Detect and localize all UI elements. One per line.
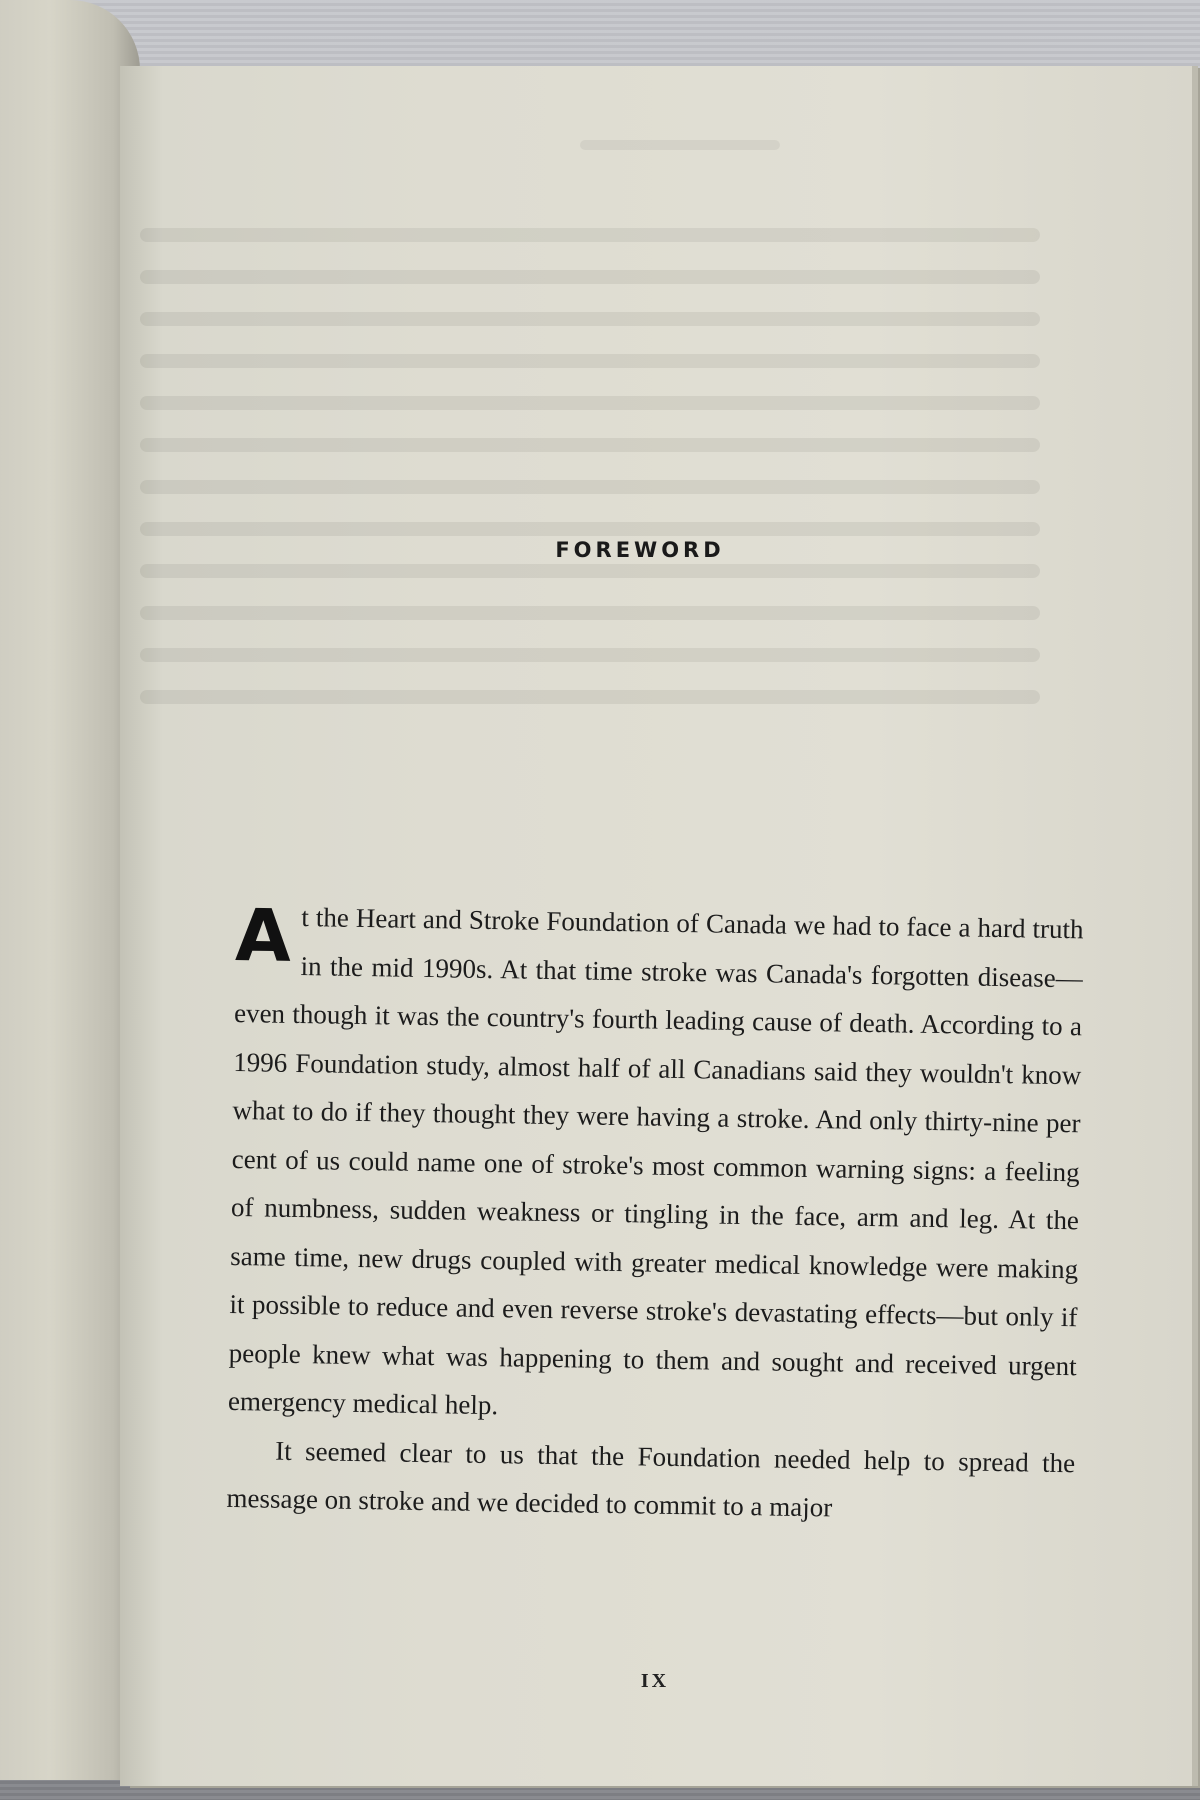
show-through-line bbox=[140, 648, 1040, 662]
show-through-line bbox=[140, 480, 1040, 494]
show-through-line bbox=[140, 270, 1040, 284]
left-page-edge bbox=[0, 0, 140, 1780]
show-through-line bbox=[140, 438, 1040, 452]
page-number: IX bbox=[640, 1670, 670, 1692]
show-through-line bbox=[140, 396, 1040, 410]
chapter-heading: FOREWORD bbox=[555, 538, 725, 562]
show-through-text bbox=[140, 200, 1040, 732]
body-text bbox=[226, 892, 1084, 1536]
show-through-line bbox=[140, 312, 1040, 326]
show-through-line bbox=[140, 354, 1040, 368]
show-through-running-head bbox=[580, 140, 780, 150]
paragraph-1-text: t the Heart and Stroke Foundation of Canada we had to face a hard truth in the mid 1990s. At that time stroke was Canada's forgotten disease—even though it was the country's fourth leading cause of death. According to a 1996 Foundation study, almost half of all Canadians said they wouldn't know what to do if they thought they were having a stroke. And only thirty-nine per cent of us could name one of stroke's most common warning signs: a feeling of numbness, sudden weakness or tingling in the face, arm and leg. At the same time, new drugs coupled with greater medical knowledge were making it possible to reduce and even reverse stroke's devastating effects—but only if people knew what was happening to them and sought and received urgent emergency medical help. bbox=[227, 902, 1084, 1421]
show-through-line bbox=[140, 606, 1040, 620]
paragraph-2 bbox=[226, 1425, 1075, 1535]
paragraph-2-text: It seemed clear to us that the Foundation needed help to spread the message on stroke and we decided to commit to a major bbox=[226, 1435, 1076, 1523]
drop-cap: A bbox=[234, 892, 292, 978]
show-through-line bbox=[140, 690, 1040, 704]
show-through-line bbox=[140, 228, 1040, 242]
paragraph-1 bbox=[228, 892, 1084, 1439]
show-through-line bbox=[140, 522, 1040, 536]
show-through-line bbox=[140, 564, 1040, 578]
